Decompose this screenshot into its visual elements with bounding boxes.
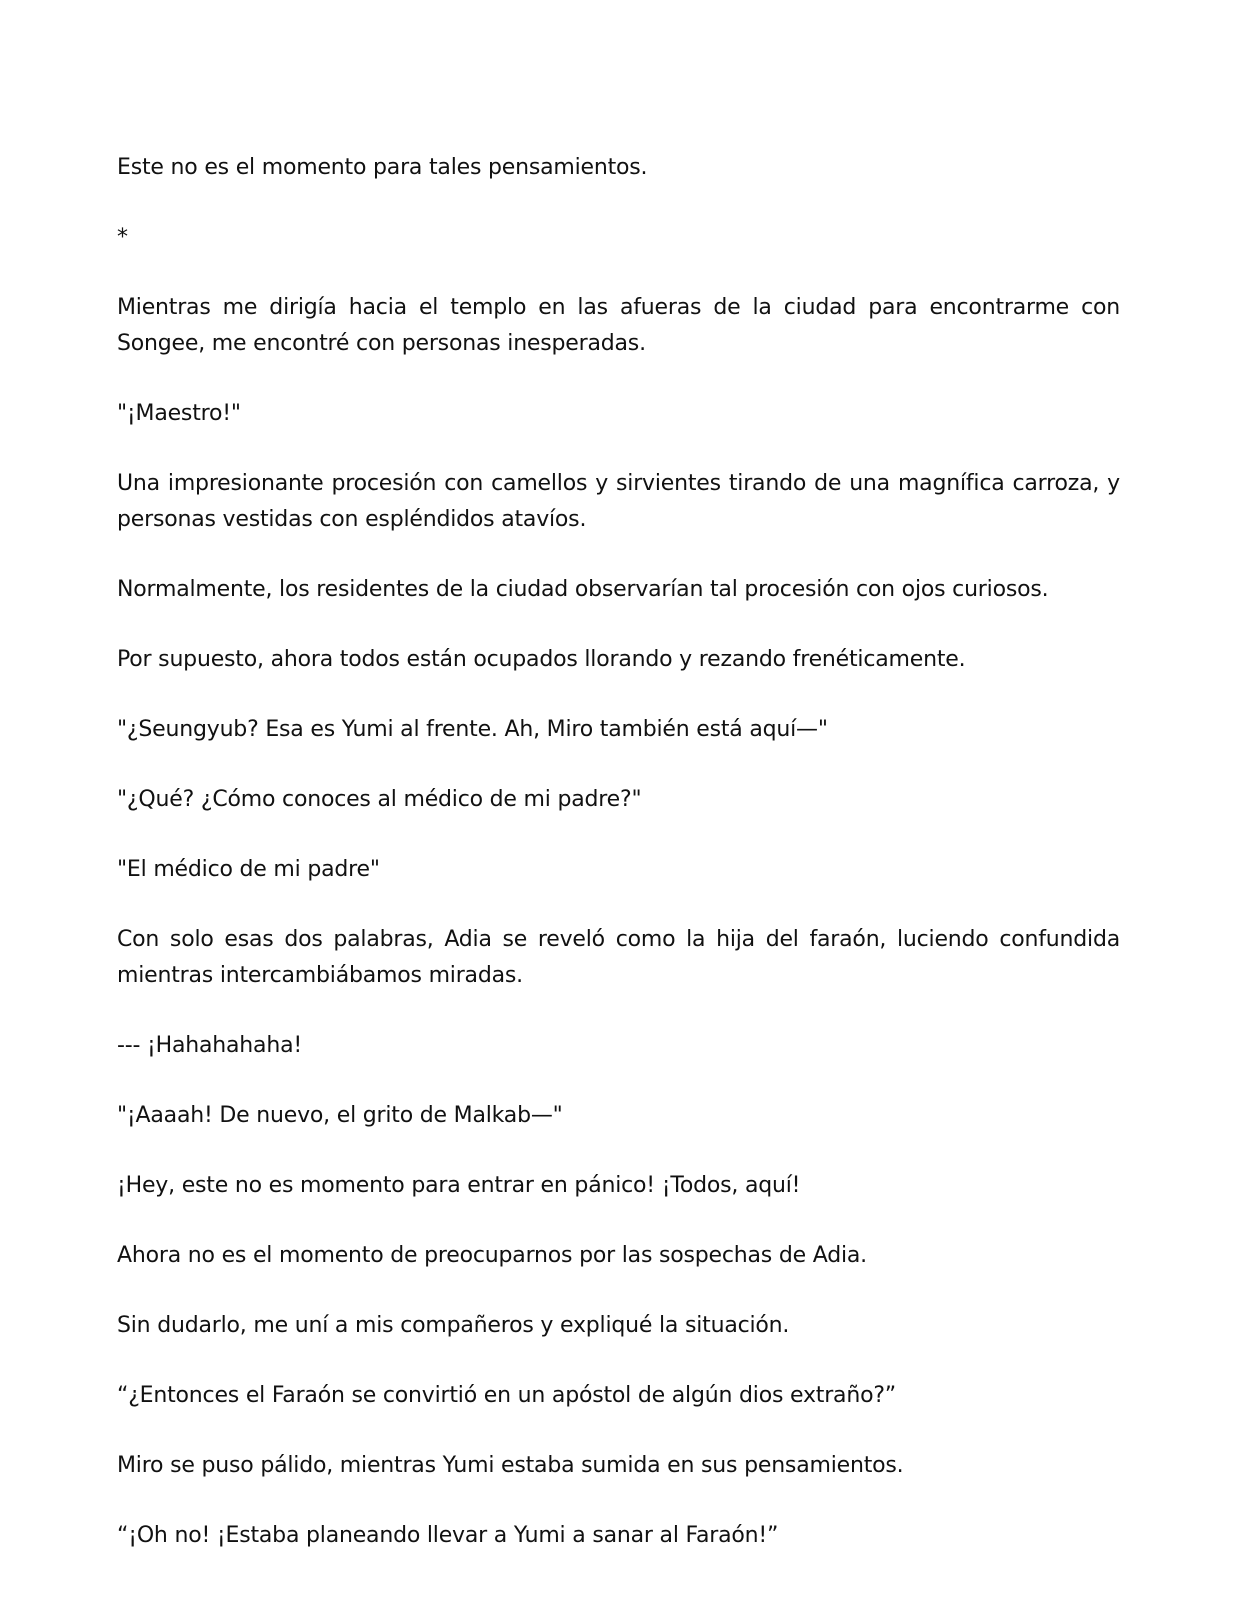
paragraph: "¡Maestro!" — [117, 401, 241, 426]
paragraph: Con solo esas dos palabras, Adia se reveló como la hija del faraón, luciendo confundida mientras intercambiábamos miradas. — [117, 927, 1120, 988]
paragraph: Este no es el momento para tales pensamientos. — [117, 155, 648, 180]
paragraph: "¿Seungyub? Esa es Yumi al frente. Ah, Miro también está aquí—" — [117, 717, 828, 742]
paragraph: Una impresionante procesión con camellos y sirvientes tirando de una magnífica carroza, y personas vestidas con espléndidos atavíos. — [117, 471, 1120, 532]
section-separator: * — [117, 225, 128, 250]
paragraph: “¿Entonces el Faraón se convirtió en un apóstol de algún dios extraño?” — [117, 1383, 897, 1408]
paragraph: Miro se puso pálido, mientras Yumi estaba sumida en sus pensamientos. — [117, 1453, 904, 1478]
paragraph: "El médico de mi padre" — [117, 857, 380, 882]
document-page — [117, 150, 1120, 1588]
paragraph: --- ¡Hahahahaha! — [117, 1033, 302, 1058]
paragraph: "¿Qué? ¿Cómo conoces al médico de mi padre?" — [117, 787, 642, 812]
paragraph: Sin dudarlo, me uní a mis compañeros y expliqué la situación. — [117, 1313, 790, 1338]
paragraph: Por supuesto, ahora todos están ocupados llorando y rezando frenéticamente. — [117, 647, 966, 672]
paragraph: Normalmente, los residentes de la ciudad observarían tal procesión con ojos curiosos. — [117, 577, 1049, 602]
paragraph: Ahora no es el momento de preocuparnos por las sospechas de Adia. — [117, 1243, 867, 1268]
paragraph: “¡Oh no! ¡Estaba planeando llevar a Yumi a sanar al Faraón!” — [117, 1523, 779, 1548]
paragraph: Mientras me dirigía hacia el templo en las afueras de la ciudad para encontrarme con Songee, me encontré con personas inesperadas. — [117, 295, 1120, 356]
paragraph: "¡Aaaah! De nuevo, el grito de Malkab—" — [117, 1103, 563, 1128]
paragraph: ¡Hey, este no es momento para entrar en pánico! ¡Todos, aquí! — [117, 1173, 801, 1198]
